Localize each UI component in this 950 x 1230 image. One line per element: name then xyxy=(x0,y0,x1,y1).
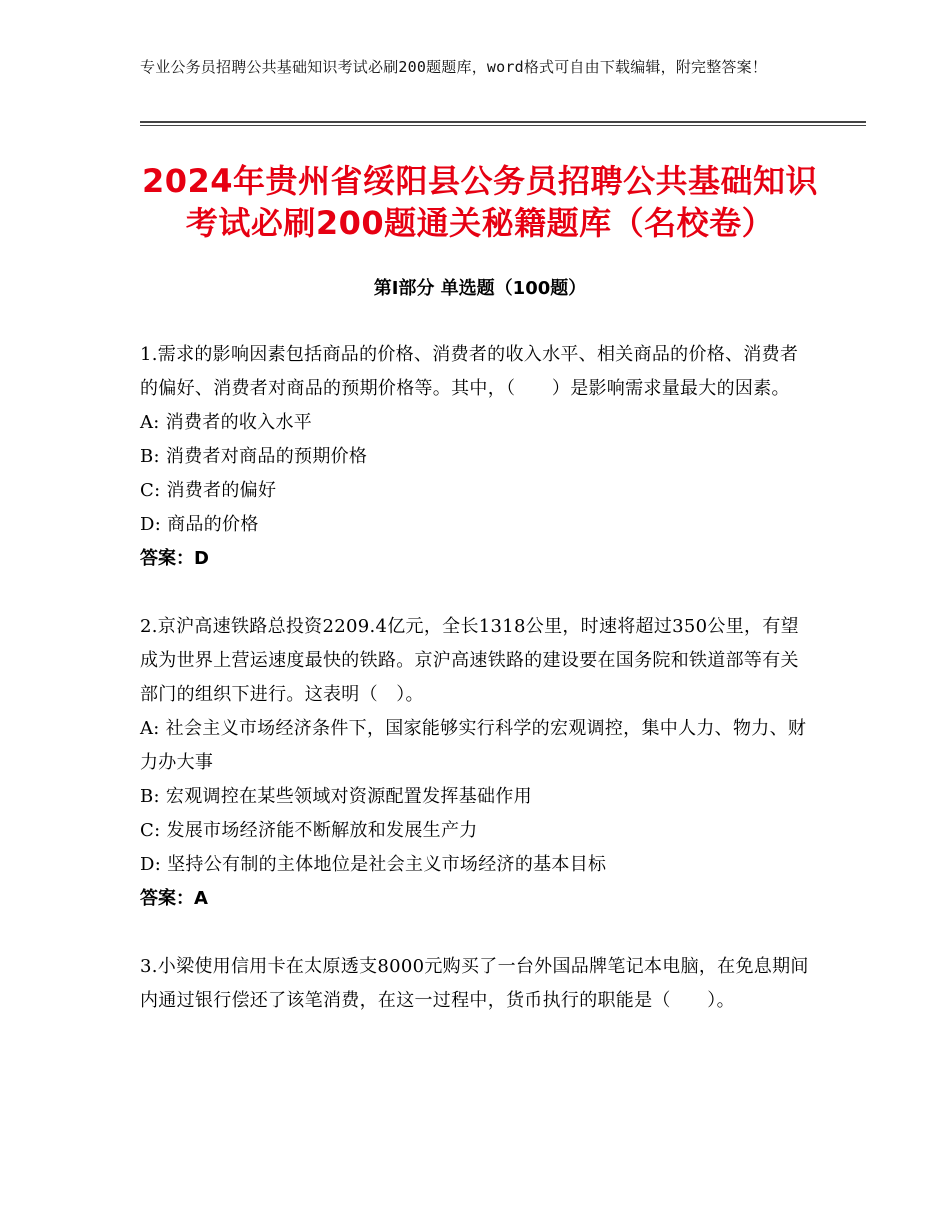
question-3 xyxy=(140,950,810,1018)
question-2 xyxy=(140,610,810,916)
option-b: B: 宏观调控在某些领域对资源配置发挥基础作用 xyxy=(140,786,532,807)
section-heading: 第Ⅰ部分 单选题（100题） xyxy=(373,278,587,299)
question-stem: 3.小梁使用信用卡在太原透支8000元购买了一台外国品牌笔记本电脑，在免息期间内通过银行偿还了该笔消费，在这一过程中，货币执行的职能是（ ）。 xyxy=(140,956,809,1011)
document-title: 2024年贵州省绥阳县公务员招聘公共基础知识考试必刷200题通关秘籍题库（名校卷） xyxy=(141,162,819,242)
question-stem: 2.京沪高速铁路总投资2209.4亿元，全长1318公里，时速将超过350公里，有望成为世界上营运速度最快的铁路。京沪高速铁路的建设要在国务院和铁道部等有关部门的组织下进行。这表明（ ）。 xyxy=(140,616,799,705)
header-rule-thick xyxy=(140,121,866,123)
option-d: D: 坚持公有制的主体地位是社会主义市场经济的基本目标 xyxy=(140,854,607,875)
option-d: D: 商品的价格 xyxy=(140,514,259,535)
option-a: A: 社会主义市场经济条件下，国家能够实行科学的宏观调控，集中人力、物力、财力办大事 xyxy=(140,718,807,773)
option-a: A: 消费者的收入水平 xyxy=(140,412,313,433)
question-1 xyxy=(140,338,810,576)
question-stem: 1.需求的影响因素包括商品的价格、消费者的收入水平、相关商品的价格、消费者的偏好、消费者对商品的预期价格等。其中，（ ）是影响需求量最大的因素。 xyxy=(140,344,799,399)
header-rule-thin xyxy=(140,125,866,126)
answer-label: 答案：D xyxy=(140,548,209,569)
answer-label: 答案：A xyxy=(140,888,208,909)
question-list xyxy=(140,338,810,1052)
header-note: 专业公务员招聘公共基础知识考试必刷200题题库，word格式可自由下载编辑，附完整答案！ xyxy=(140,58,768,76)
option-c: C: 发展市场经济能不断解放和发展生产力 xyxy=(140,820,478,841)
option-b: B: 消费者对商品的预期价格 xyxy=(140,446,368,467)
option-c: C: 消费者的偏好 xyxy=(140,480,277,501)
